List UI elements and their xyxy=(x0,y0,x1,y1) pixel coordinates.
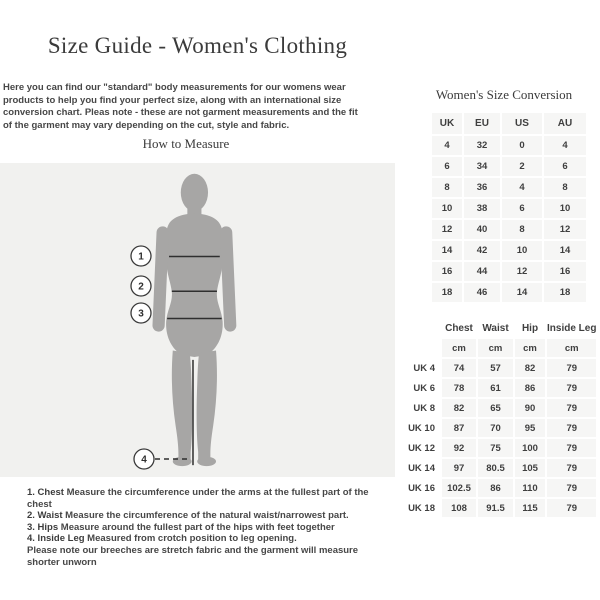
table-row: 8 36 4 8 xyxy=(432,178,586,197)
table-row: 6 34 2 6 xyxy=(432,157,586,176)
body-measurements-table xyxy=(404,317,598,519)
note-breeches: Please note our breeches are stretch fabric and the garment will measure shorter unworn xyxy=(27,544,359,568)
silhouette-left-leg xyxy=(172,350,192,463)
table-row: 10 38 6 10 xyxy=(432,199,586,218)
marker-3 xyxy=(131,303,151,323)
col-header-hip: Hip xyxy=(521,322,539,334)
note-inside-leg: 4. Inside Leg Measured from crotch position to leg opening. xyxy=(27,533,297,545)
table-row: UK 16 102.5 86 110 79 xyxy=(406,479,596,497)
table-row: UK 12 92 75 100 79 xyxy=(406,439,596,457)
note-hips: 3. Hips Measure around the fullest part of the hips with feet together xyxy=(27,521,335,533)
table-row: 12 40 8 12 xyxy=(432,220,586,239)
silhouette-torso xyxy=(165,213,223,357)
col-header-eu: EU xyxy=(464,113,500,134)
marker-4-label: 4 xyxy=(141,454,147,466)
note-chest-label: 1. Chest xyxy=(27,487,64,498)
size-conversion-table xyxy=(430,111,588,304)
col-header-chest: Chest xyxy=(445,322,473,334)
note-inside-leg-label: 4. Inside Leg xyxy=(27,533,85,545)
table-row: UK 4 74 57 82 79 xyxy=(406,359,596,377)
measurement-figure-panel xyxy=(0,163,395,477)
intro-text: Here you can find our "standard" body measurements for our womens wear products to help you find your perfect size, along with an international size conversion chart. Pleas note - these are not garment measurements and the fit of the garment may vary depending on the cut, style and fabric. xyxy=(3,82,358,131)
how-to-measure-heading: How to Measure xyxy=(142,136,230,151)
conversion-header-row xyxy=(432,113,586,134)
marker-3-label: 3 xyxy=(138,308,144,320)
silhouette-right-leg xyxy=(197,350,217,463)
marker-2-label: 2 xyxy=(138,281,144,293)
note-chest: 1. Chest Measure the circumference under the arms at the fullest part of the chest xyxy=(27,487,369,510)
col-header-au: AU xyxy=(544,113,586,134)
col-header-us: US xyxy=(502,113,542,134)
silhouette-right-arm xyxy=(220,226,237,332)
table-row: 4 32 0 4 xyxy=(432,136,586,155)
body-silhouette-figure xyxy=(0,163,395,477)
silhouette-left-foot xyxy=(173,457,192,466)
note-waist-label: 2. Waist xyxy=(27,510,63,522)
col-header-uk: UK xyxy=(432,113,462,134)
conversion-table-title: Women's Size Conversion xyxy=(435,87,573,102)
table-row: 16 44 12 16 xyxy=(432,262,586,281)
units-row: cm cm cm cm xyxy=(406,339,596,357)
row-label: UK 6 xyxy=(413,382,435,394)
note-waist: 2. Waist Measure the circumference of the natural waist/narrowest part. xyxy=(27,510,349,522)
page-title: Size Guide - Women's Clothing xyxy=(47,33,348,58)
row-label: UK 12 xyxy=(408,442,435,454)
row-label: UK 18 xyxy=(408,502,435,514)
marker-1-label: 1 xyxy=(138,251,144,263)
col-header-waist: Waist xyxy=(482,322,509,334)
row-label: UK 10 xyxy=(408,422,435,434)
table-row: UK 14 97 80.5 105 79 xyxy=(406,459,596,477)
table-row: UK 10 87 70 95 79 xyxy=(406,419,596,437)
row-label: UK 14 xyxy=(408,462,435,474)
row-label: UK 4 xyxy=(413,362,435,374)
marker-1 xyxy=(131,246,151,266)
silhouette-left-arm xyxy=(152,226,169,332)
silhouette-right-foot xyxy=(197,457,216,466)
note-hips-label: 3. Hips xyxy=(27,521,59,533)
table-row: UK 8 82 65 90 79 xyxy=(406,399,596,417)
col-header-blank xyxy=(406,319,440,337)
col-header-inside-leg: Inside Leg xyxy=(547,322,597,334)
table-row: UK 6 78 61 86 79 xyxy=(406,379,596,397)
marker-2 xyxy=(131,276,151,296)
row-label: UK 16 xyxy=(408,482,435,494)
row-label: UK 8 xyxy=(413,402,435,414)
table-row: 18 46 14 18 xyxy=(432,283,586,302)
measurements-header-row xyxy=(406,319,596,337)
body-silhouette xyxy=(152,174,236,466)
table-row: UK 18 108 91.5 115 79 xyxy=(406,499,596,517)
table-row: 14 42 10 14 xyxy=(432,241,586,260)
marker-4 xyxy=(134,449,154,469)
measurement-notes xyxy=(27,487,379,568)
